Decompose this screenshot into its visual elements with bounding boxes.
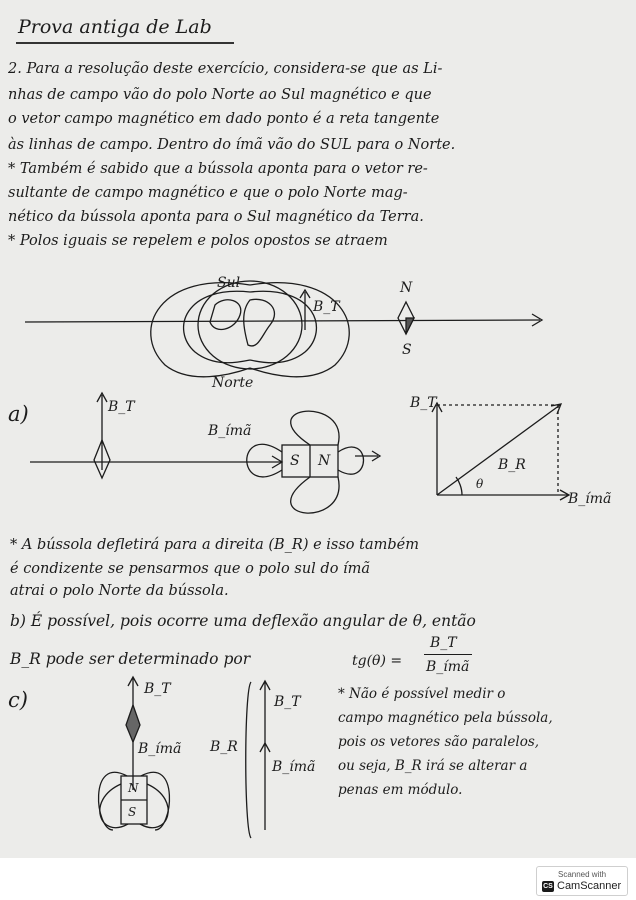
label-bt-c: B_T <box>144 681 171 697</box>
formula-numerator: B_T <box>430 635 457 651</box>
label-vec-bt: B_T <box>410 395 437 411</box>
label-sul: Sul <box>217 275 241 291</box>
part-b-line-2: B_R pode ser determinado por <box>10 650 251 668</box>
label-bima-a: B_ímã <box>208 423 252 439</box>
part-c-note-5: penas em módulo. <box>338 782 463 798</box>
magnet-a-n: N <box>318 453 331 469</box>
brace-left <box>246 682 251 838</box>
part-c-note-3: pois os vetores são paralelos, <box>338 734 540 750</box>
label-col-bt: B_T <box>274 694 301 710</box>
formula-lhs: tg(θ) = <box>352 653 403 669</box>
compass-c-needle <box>126 705 140 742</box>
part-c-note-4: ou seja, B_R irá se alterar a <box>338 758 528 774</box>
part-b-line-1: b) É possível, pois ocorre uma deflexão angular de θ, então <box>10 612 476 630</box>
q2-line-5: * Também é sabido que a bússola aponta para o vetor re- <box>8 161 428 177</box>
compass-label-s: S <box>402 342 412 358</box>
label-col-bima: B_ímã <box>272 759 316 775</box>
part-c-note-1: * Não é possível medir o <box>338 686 506 702</box>
magnet-a-s: S <box>290 453 300 469</box>
q2-line-6: sultante de campo magnético e que o polo Norte mag- <box>8 185 408 201</box>
label-norte: Norte <box>212 375 254 391</box>
q2-line-2: nhas de campo vão do polo Norte ao Sul magnético e que <box>8 87 432 103</box>
part-a-label: a) <box>8 402 29 426</box>
label-theta: θ <box>476 477 484 491</box>
magnet-c-field-right <box>140 784 168 828</box>
formula-denominator: B_ímã <box>426 659 470 675</box>
part-a-note-2: é condizente se pensarmos que o polo sul do ímã <box>10 561 371 577</box>
magnet-c-n: N <box>128 781 139 795</box>
part-c-note-2: campo magnético pela bússola, <box>338 710 553 726</box>
scanner-line-1: Scanned with <box>557 870 607 879</box>
q2-line-1: 2. Para a resolução deste exercício, considera-se que as Li- <box>8 61 443 77</box>
q2-line-3: o vetor campo magnético em dado ponto é a reta tangente <box>8 111 440 127</box>
q2-line-4: às linhas de campo. Dentro do ímã vão do SUL para o Norte. <box>8 137 456 153</box>
label-br-c: B_R <box>210 739 238 755</box>
magnet-c-field-outer-left <box>99 772 127 830</box>
scanner-logo-icon: CS <box>543 883 553 890</box>
magnet-c-field-left <box>100 784 128 828</box>
compass-label-n: N <box>400 280 413 296</box>
label-bt-fig1: B_T <box>313 299 340 315</box>
label-bt-a: B_T <box>108 399 135 415</box>
page-title: Prova antiga de Lab <box>18 16 212 38</box>
part-a-note-1: * A bússola defletirá para a direita (B_R) e isso também <box>10 537 419 553</box>
magnet-c-field-outer-right <box>141 772 169 830</box>
q2-line-8: * Polos iguais se repelem e polos opostos se atraem <box>8 233 388 249</box>
q2-line-7: nético da bússola aponta para o Sul magnético da Terra. <box>8 209 424 225</box>
part-c-label: c) <box>8 688 28 712</box>
magnet-c-s: S <box>128 805 137 819</box>
label-vec-br: B_R <box>498 457 526 473</box>
scanner-watermark <box>536 866 628 896</box>
label-vec-bima: B_ímã <box>568 491 612 507</box>
label-bima-c: B_ímã <box>138 741 182 757</box>
scanner-line-2: CamScanner <box>557 880 622 892</box>
part-a-note-3: atrai o polo Norte da bússola. <box>10 583 229 599</box>
